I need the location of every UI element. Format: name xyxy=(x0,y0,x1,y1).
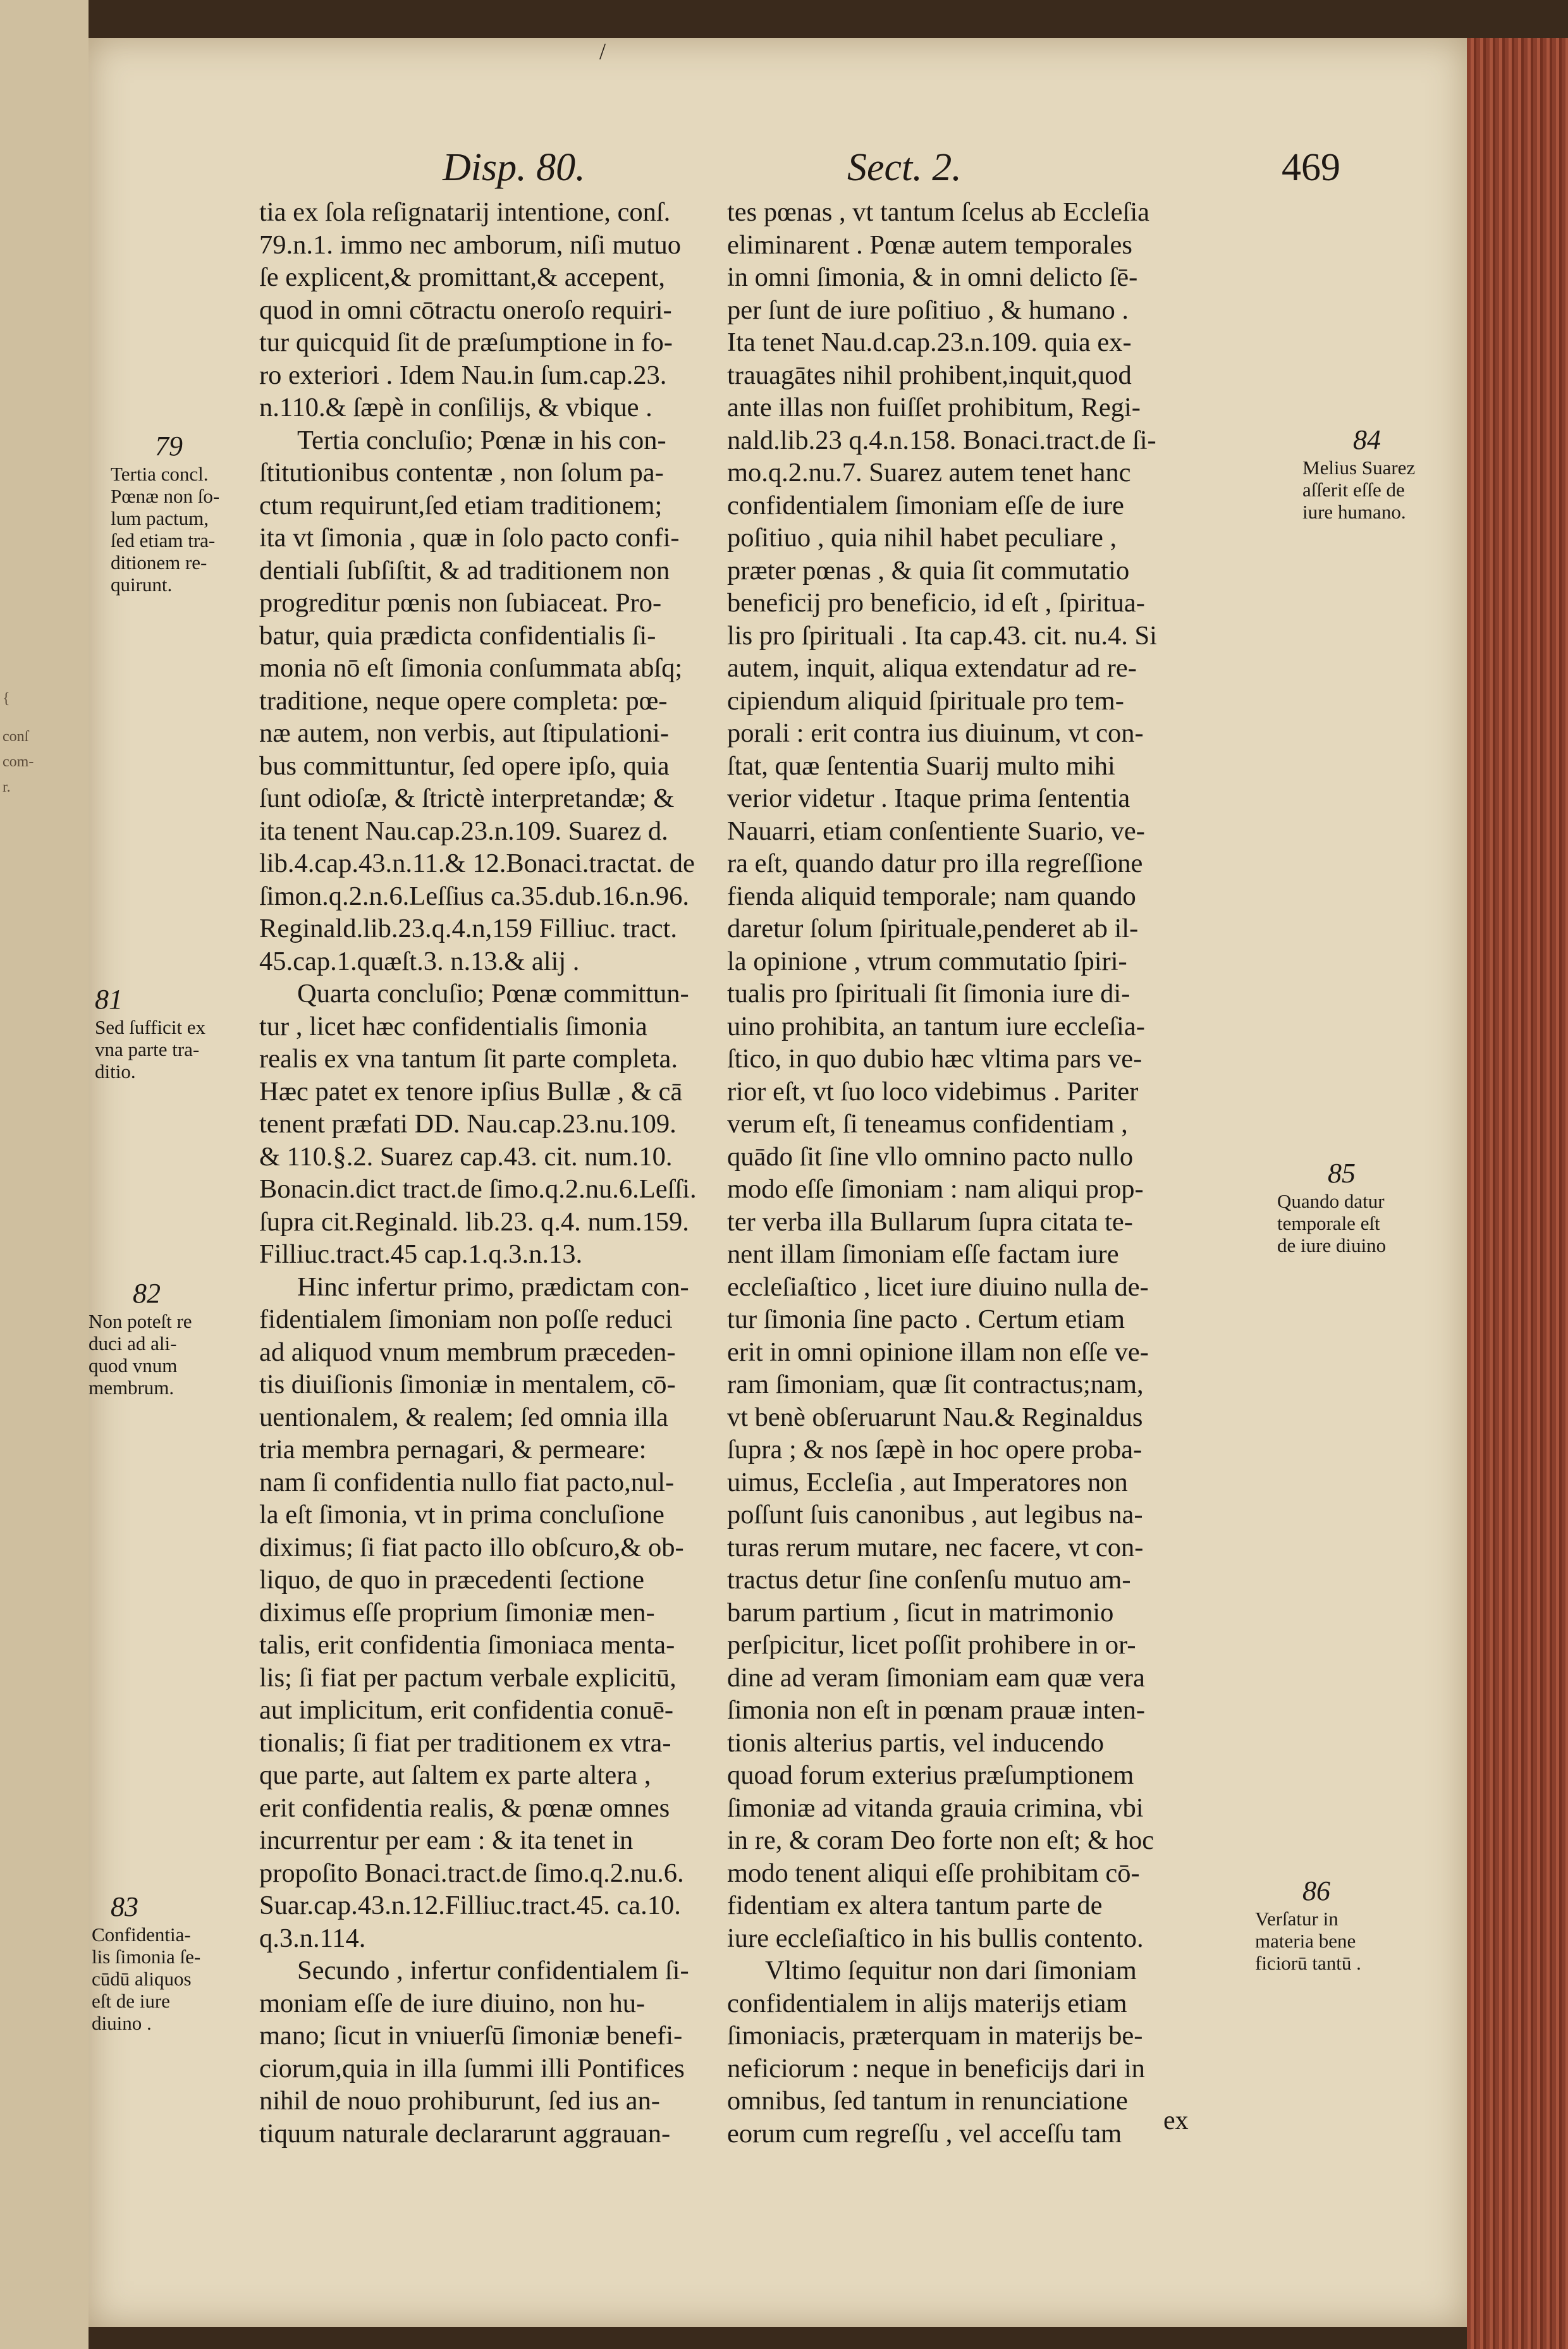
text-line: quādo ſit ſine vllo omnino pacto nullo xyxy=(727,1141,1134,1172)
text-line: poſſunt ſuis canonibus , aut legibus na- xyxy=(727,1500,1143,1530)
text-line: talis, erit confidentia ſimoniaca menta- xyxy=(259,1630,675,1660)
text-line: uimus, Eccleſia , aut Imperatores non xyxy=(727,1467,1128,1497)
text-line: Quarta concluſio; Pœnæ committun- xyxy=(297,979,689,1009)
margin-note-line: ditio. xyxy=(95,1060,136,1083)
text-line: uino prohibita, an tantum iure eccleſia- xyxy=(727,1011,1145,1041)
text-line: tur ſimonia ſine pacto . Certum etiam xyxy=(727,1304,1125,1334)
text-line: ſunt odioſæ, & ſtrictè interpretandæ; & xyxy=(259,783,675,813)
text-line: ctum requirunt,ſed etiam traditionem; xyxy=(259,490,663,520)
text-line: tis diuiſionis ſimoniæ in mentalem, cō- xyxy=(259,1370,676,1399)
text-line: confidentialem ſimoniam eſſe de iure xyxy=(727,490,1124,520)
text-line: liquo, de quo in præcedenti ſectione xyxy=(259,1565,645,1595)
margin-note-line: diuino . xyxy=(92,2012,152,2034)
running-head-section: Sect. 2. xyxy=(847,146,962,189)
text-line: ante illas non fuiſſet prohibitum, Regi- xyxy=(727,393,1141,422)
text-line: beneficij pro beneficio, id eſt , ſpiritua- xyxy=(727,588,1145,618)
margin-note-line: vna parte tra- xyxy=(95,1038,200,1060)
text-line: per ſunt de iure poſitiuo , & humano . xyxy=(727,295,1129,325)
text-line: verum eſt, ſi teneamus confidentiam , xyxy=(727,1109,1128,1139)
margin-note-number: 83 xyxy=(111,1891,138,1922)
text-line: Nauarri, etiam conſentiente Suario, ve- xyxy=(727,816,1145,846)
text-line: lis; ſi fiat per pactum verbale explicitū, xyxy=(259,1662,677,1693)
text-line: fidentialem ſimoniam non poſſe reduci xyxy=(259,1304,673,1334)
text-line: ſe explicent,& promittant,& accepent, xyxy=(259,262,665,292)
text-line: quoad forum exterius præſumptionem xyxy=(727,1760,1134,1790)
text-line: ad aliquod vnum membrum præceden- xyxy=(259,1337,676,1367)
text-line: tionis alterius partis, vel inducendo xyxy=(727,1727,1105,1758)
margin-note-line: eſt de iure xyxy=(92,1990,170,2012)
text-line: modo eſſe ſimoniam : nam aliqui prop- xyxy=(727,1174,1144,1204)
margin-note-79 xyxy=(111,430,256,596)
text-line: autem, inquit, aliqua extendatur ad re- xyxy=(727,653,1137,683)
text-line: barum partium , ſicut in matrimonio xyxy=(727,1597,1114,1628)
catchword: ex xyxy=(1163,2106,1189,2135)
text-line: in omni ſimonia, & in omni delicto ſē- xyxy=(727,262,1138,292)
margin-note-line: duci ad ali- xyxy=(89,1332,177,1354)
margin-note-line: ficiorū tantū . xyxy=(1255,1952,1361,1974)
text-line: nald.lib.23 q.4.n.158. Bonaci.tract.de ſi- xyxy=(727,425,1156,455)
margin-note-83 xyxy=(92,1891,237,2034)
margin-note-number: 84 xyxy=(1353,424,1381,455)
text-line: dine ad veram ſimoniam eam quæ vera xyxy=(727,1662,1145,1693)
text-line: ſupra cit.Reginald. lib.23. q.4. num.159. xyxy=(259,1206,689,1237)
text-line: incurrentur per eam : & ita tenet in xyxy=(259,1825,634,1855)
text-line: tractus detur ſine conſenſu mutuo am- xyxy=(727,1565,1131,1595)
text-line: n.110.& ſæpè in conſilijs, & vbique . xyxy=(259,393,652,422)
text-line: tenent præfati DD. Nau.cap.23.nu.109. xyxy=(259,1109,677,1139)
facing-page-fragment: com- xyxy=(3,754,34,770)
margin-note-line: aſſerit eſſe de xyxy=(1302,479,1405,501)
text-line: aut implicitum, erit confidentia conuē- xyxy=(259,1695,673,1725)
text-line: Bonacin.dict tract.de ſimo.q.2.nu.6.Leſſi. xyxy=(259,1174,697,1204)
text-line: Tertia concluſio; Pœnæ in his con- xyxy=(297,425,666,455)
text-line: ſupra ; & nos ſæpè in hoc opere proba- xyxy=(727,1435,1142,1464)
page-edges xyxy=(1467,38,1568,2349)
text-line: iure eccleſiaſtico in his bullis contento. xyxy=(727,1923,1144,1953)
text-line: ſtico, in quo dubio hæc vltima pars ve- xyxy=(727,1044,1142,1074)
text-line: fienda aliquid temporale; nam quando xyxy=(727,881,1136,911)
text-line: diximus; ſi fiat pacto illo obſcuro,& ob- xyxy=(259,1532,684,1562)
text-line: rior eſt, vt ſuo loco videbimus . Pariter xyxy=(727,1076,1139,1107)
text-line: tia ex ſola reſignatarij intentione, conſ. xyxy=(259,197,671,227)
margin-note-line: temporale eſt xyxy=(1277,1212,1380,1234)
text-line: daretur ſolum ſpirituale,penderet ab il- xyxy=(727,914,1139,943)
margin-note-number: 82 xyxy=(133,1278,161,1309)
margin-note-line: Melius Suarez xyxy=(1302,457,1416,479)
text-line: omnibus, ſed tantum in renunciatione xyxy=(727,2086,1128,2116)
text-line: dentiali ſubſiſtit, & ad traditionem non xyxy=(259,555,670,586)
text-line: Hæc patet ex tenore ipſius Bullæ , & cā xyxy=(259,1076,683,1107)
text-line: eccleſiaſtico , licet iure diuino nulla de- xyxy=(727,1272,1149,1302)
text-line: tionalis; ſi fiat per traditionem ex vtra- xyxy=(259,1727,671,1758)
text-line: tur quicquid ſit de præſumptione in fo- xyxy=(259,328,673,357)
page-number: 469 xyxy=(1282,146,1340,189)
margin-note-line: Confidentia- xyxy=(92,1923,191,1946)
margin-note-line: quod vnum xyxy=(89,1354,178,1377)
text-line: progreditur pœnis non ſubiaceat. Pro- xyxy=(259,588,662,618)
top-mark: / xyxy=(599,39,606,64)
text-line: trauagātes nihil prohibent,inquit,quod xyxy=(727,360,1132,390)
text-line: lib.4.cap.43.n.11.& 12.Bonaci.tractat. de xyxy=(259,849,695,878)
text-line: Ita tenet Nau.d.cap.23.n.109. quia ex- xyxy=(727,328,1132,357)
margin-note-line: Non poteſt re xyxy=(89,1310,192,1332)
margin-note-number: 81 xyxy=(95,984,123,1015)
margin-note-line: lum pactum, xyxy=(111,507,209,529)
text-line: tualis pro ſpirituali ſit ſimonia iure di- xyxy=(727,979,1130,1009)
margin-note-line: de iure diuino xyxy=(1277,1234,1387,1256)
text-line: la eſt ſimonia, vt in prima concluſione xyxy=(259,1500,665,1530)
text-line: modo tenent aliqui eſſe prohibitam cō- xyxy=(727,1858,1140,1888)
margin-note-line: membrum. xyxy=(89,1377,175,1399)
text-line: nam ſi confidentia nullo fiat pacto,nul- xyxy=(259,1467,675,1497)
margin-note-86 xyxy=(1255,1875,1400,1974)
text-line: batur, quia prædicta confidentialis ſi- xyxy=(259,620,656,651)
text-line: ſtat, quæ ſententia Suarij multo mihi xyxy=(727,751,1115,781)
facing-page-fragment: r. xyxy=(3,779,11,795)
text-line: mano; ſicut in vniuerſū ſimoniæ benefi- xyxy=(259,2021,683,2051)
text-line: nihil de nouo prohiburunt, ſed ius an- xyxy=(259,2086,660,2116)
facing-page-fragment: conſ xyxy=(3,728,29,745)
text-line: Reginald.lib.23.q.4.n,159 Filliuc. tract. xyxy=(259,914,678,943)
margin-note-84 xyxy=(1302,424,1448,523)
running-head-disputation: Disp. 80. xyxy=(443,146,585,189)
text-line: tes pœnas , vt tantum ſcelus ab Eccleſia xyxy=(727,197,1149,227)
text-line: moniam eſſe de iure diuino, non hu- xyxy=(259,1988,646,2018)
text-line: bus committuntur, ſed opere ipſo, quia xyxy=(259,751,670,781)
text-line: quod in omni cōtractu oneroſo requiri- xyxy=(259,295,672,325)
text-line: mo.q.2.nu.7. Suarez autem tenet hanc xyxy=(727,458,1131,488)
margin-note-line: materia bene xyxy=(1255,1930,1356,1952)
text-line: turas rerum mutare, nec facere, vt con- xyxy=(727,1532,1144,1562)
text-line: porali : erit contra ius diuinum, vt con- xyxy=(727,718,1144,748)
text-line: ciorum,quia in illa ſummi illi Pontifices xyxy=(259,2053,685,2083)
text-line: poſitiuo , quia nihil habet peculiare , xyxy=(727,523,1117,553)
text-line: ram ſimoniam, quæ ſit contractus;nam, xyxy=(727,1370,1144,1399)
margin-note-line: Sed ſufficit ex xyxy=(95,1016,206,1038)
margin-note-number: 79 xyxy=(155,431,183,462)
text-line: ſimoniacis, præterquam in materijs be- xyxy=(727,2021,1143,2051)
margin-note-81 xyxy=(95,983,240,1083)
text-line: ita vt ſimonia , quæ in ſolo pacto confi- xyxy=(259,523,680,553)
margin-note-line: Quando datur xyxy=(1277,1190,1385,1212)
text-line: nent illam ſimoniam eſſe factam iure xyxy=(727,1239,1119,1269)
margin-note-85 xyxy=(1277,1157,1423,1256)
text-line: ra eſt, quando datur pro illa regreſſione xyxy=(727,849,1143,878)
margin-note-line: cūdū aliquos xyxy=(92,1968,192,1990)
text-line: ſimonia non eſt in pœnam prauæ inten- xyxy=(727,1695,1145,1725)
text-line: Hinc infertur primo, prædictam con- xyxy=(297,1272,689,1302)
text-line: in re, & coram Deo forte non eſt; & hoc xyxy=(727,1825,1155,1855)
text-line: ſimoniæ ad vitanda grauia crimina, vbi xyxy=(727,1793,1144,1823)
margin-note-number: 86 xyxy=(1302,1875,1330,1906)
text-line: diximus eſſe proprium ſimoniæ men- xyxy=(259,1597,655,1628)
text-line: næ autem, non verbis, aut ſtipulationi- xyxy=(259,718,670,748)
text-line: Vltimo ſequitur non dari ſimoniam xyxy=(765,1956,1137,1985)
margin-note-line: Pœnæ non ſo- xyxy=(111,485,220,507)
text-line: ſtitutionibus contentæ , non ſolum pa- xyxy=(259,458,664,488)
text-line: præter pœnas , & quia ſit commutatio xyxy=(727,555,1130,586)
text-line: realis ex vna tantum ſit parte completa. xyxy=(259,1044,678,1074)
text-line: 79.n.1. immo nec amborum, niſi mutuo xyxy=(259,230,681,260)
text-line: erit in omni opinione illam non eſſe ve- xyxy=(727,1337,1149,1367)
text-line: tur , licet hæc confidentialis ſimonia xyxy=(259,1011,647,1041)
text-line: confidentialem in alijs materijs etiam xyxy=(727,1988,1127,2018)
text-line: erit confidentia realis, & pœnæ omnes xyxy=(259,1793,670,1823)
text-line: eliminarent . Pœnæ autem temporales xyxy=(727,230,1132,260)
text-line: eorum cum regreſſu , vel acceſſu tam xyxy=(727,2118,1122,2149)
text-line: cipiendum aliquid ſpirituale pro tem- xyxy=(727,685,1124,716)
text-line: Filliuc.tract.45 cap.1.q.3.n.13. xyxy=(259,1239,583,1269)
facing-page-edge xyxy=(0,0,89,2349)
text-line: verior videtur . Itaque prima ſententia xyxy=(727,783,1130,813)
text-line: lis pro ſpirituali . Ita cap.43. cit. nu.4. Si xyxy=(727,620,1157,651)
text-line: tiquum naturale declararunt aggrauan- xyxy=(259,2118,671,2149)
text-line: ita tenent Nau.cap.23.n.109. Suarez d. xyxy=(259,816,668,846)
text-line: ſimon.q.2.n.6.Leſſius ca.35.dub.16.n.96. xyxy=(259,881,689,911)
text-line: Secundo , infertur confidentialem ſi- xyxy=(297,1956,689,1985)
margin-note-number: 85 xyxy=(1328,1158,1356,1189)
left-text-column xyxy=(259,196,765,2150)
margin-note-82 xyxy=(89,1277,234,1399)
text-line: uentionalem, & realem; ſed omnia illa xyxy=(259,1402,668,1432)
margin-note-line: ſed etiam tra- xyxy=(111,529,216,551)
text-line: perſpicitur, licet poſſit prohibere in or- xyxy=(727,1630,1136,1660)
text-line: que parte, aut ſaltem ex parte altera , xyxy=(259,1760,651,1790)
text-line: la opinione , vtrum commutatio ſpiri- xyxy=(727,946,1127,976)
margin-note-line: lis ſimonia ſe- xyxy=(92,1946,201,1968)
margin-note-line: quirunt. xyxy=(111,573,173,596)
text-line: ter verba illa Bullarum ſupra citata te- xyxy=(727,1206,1133,1237)
right-text-column xyxy=(727,196,1233,2150)
margin-note-line: Tertia concl. xyxy=(111,463,209,485)
text-line: Suar.cap.43.n.12.Filliuc.tract.45. ca.10. xyxy=(259,1891,681,1920)
margin-note-line: Verſatur in xyxy=(1255,1908,1338,1930)
margin-note-line: ditionem re- xyxy=(111,551,207,573)
text-line: q.3.n.114. xyxy=(259,1923,366,1953)
text-line: tria membra pernagari, & permeare: xyxy=(259,1435,647,1464)
text-line: ro exteriori . Idem Nau.in ſum.cap.23. xyxy=(259,360,667,390)
text-line: & 110.§.2. Suarez cap.43. cit. num.10. xyxy=(259,1141,673,1172)
running-head xyxy=(443,145,1340,196)
margin-note-line: iure humano. xyxy=(1302,501,1406,523)
text-line: vt benè obſeruarunt Nau.& Reginaldus xyxy=(727,1402,1143,1432)
text-line: neficiorum : neque in beneficijs dari in xyxy=(727,2053,1145,2083)
text-line: 45.cap.1.quæſt.3. n.13.& alij . xyxy=(259,946,580,976)
text-line: propoſito Bonaci.tract.de ſimo.q.2.nu.6. xyxy=(259,1858,684,1888)
text-line: fidentiam ex altera tantum parte de xyxy=(727,1891,1103,1920)
facing-page-fragment: { xyxy=(3,690,10,707)
text-line: traditione, neque opere completa: pœ- xyxy=(259,685,668,716)
text-line: monia nō eſt ſimonia conſummata abſq; xyxy=(259,653,683,683)
